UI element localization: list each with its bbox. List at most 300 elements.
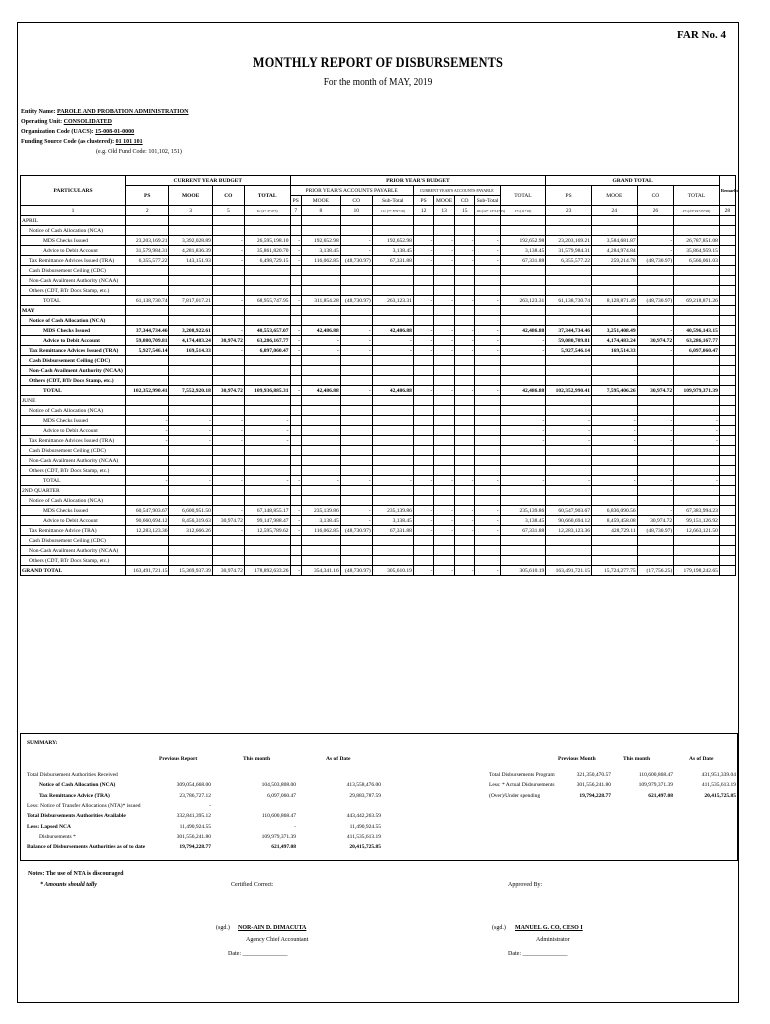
value-cell — [674, 226, 720, 236]
value-cell — [454, 366, 475, 376]
summary-label: Tax Remittance Advice (TRA) — [39, 792, 110, 799]
value-cell — [372, 406, 413, 416]
empty-cell — [637, 396, 674, 406]
value-cell — [434, 436, 455, 446]
value-cell — [301, 556, 340, 566]
row-label: Tax Remittance Advices Issued (TRA) — [21, 256, 126, 266]
value-cell: 37,344,734.46 — [546, 326, 592, 336]
table-row — [21, 506, 736, 516]
value-cell — [372, 536, 413, 546]
value-cell — [434, 466, 455, 476]
value-cell — [169, 286, 212, 296]
value-cell: - — [500, 436, 546, 446]
value-cell — [290, 466, 301, 476]
value-cell: - — [290, 236, 301, 246]
value-cell — [244, 286, 290, 296]
row-label: Advice to Debit Account — [21, 516, 126, 526]
value-cell — [340, 406, 372, 416]
table-row — [21, 366, 736, 376]
value-cell — [674, 286, 720, 296]
value-cell: - — [413, 296, 434, 306]
value-cell — [637, 266, 674, 276]
row-label: Advice to Debit Account — [21, 426, 126, 436]
value-cell: - — [454, 516, 475, 526]
value-cell — [372, 456, 413, 466]
value-cell — [169, 446, 212, 456]
value-cell — [126, 496, 169, 506]
value-cell — [434, 266, 455, 276]
value-cell — [454, 466, 475, 476]
approved-label: Approved By: — [508, 882, 543, 888]
value-cell: - — [475, 516, 500, 526]
column-number: 3 — [169, 206, 212, 216]
empty-cell — [372, 216, 413, 226]
section-header-row — [21, 216, 736, 226]
value-cell — [244, 406, 290, 416]
value-cell — [413, 376, 434, 386]
value-cell — [591, 466, 637, 476]
value-cell — [301, 316, 340, 326]
value-cell — [500, 496, 546, 506]
value-cell: 7,595,406.26 — [591, 386, 637, 396]
report-title: MONTHLY REPORT OF DISBURSEMENTS — [252, 55, 504, 71]
value-cell — [244, 266, 290, 276]
value-cell: - — [475, 526, 500, 536]
value-cell — [340, 286, 372, 296]
value-cell: 99,147,988.47 — [244, 516, 290, 526]
remarks-cell — [719, 516, 735, 526]
value-cell — [546, 496, 592, 506]
value-cell — [212, 276, 244, 286]
row-label: Cash Disbursement Ceiling (CDC) — [21, 536, 126, 546]
value-cell — [290, 266, 301, 276]
administrator-date: Date: _______________ — [508, 951, 568, 957]
value-cell: 109,936,885.31 — [244, 386, 290, 396]
value-cell — [372, 546, 413, 556]
value-cell: - — [169, 476, 212, 486]
value-cell: 4,174,483.24 — [169, 336, 212, 346]
summary-value: 301,556,241.80 — [176, 833, 211, 840]
empty-cell — [454, 306, 475, 316]
empty-cell — [169, 396, 212, 406]
spending-value: 411,535,613.19 — [701, 782, 736, 789]
empty-cell — [340, 396, 372, 406]
grand-total-value: - — [290, 566, 301, 576]
table-row — [21, 276, 736, 286]
empty-cell — [169, 216, 212, 226]
value-cell: - — [290, 336, 301, 346]
table-row — [21, 466, 736, 476]
value-cell: - — [434, 506, 455, 516]
value-cell: - — [290, 346, 301, 356]
empty-cell — [500, 216, 546, 226]
empty-cell — [244, 306, 290, 316]
value-cell — [413, 406, 434, 416]
column-number: 15 — [454, 206, 475, 216]
value-cell — [637, 376, 674, 386]
value-cell: - — [413, 236, 434, 246]
summary-label: Total Disbursement Authorities Received — [27, 772, 118, 778]
value-cell — [126, 266, 169, 276]
value-cell — [372, 276, 413, 286]
row-label: Tax Remittance Advices Issued (TRA) — [21, 346, 126, 356]
table-row — [21, 546, 736, 556]
value-cell — [413, 426, 434, 436]
value-cell — [340, 456, 372, 466]
empty-cell — [454, 486, 475, 496]
empty-cell — [546, 396, 592, 406]
value-cell: 26,787,851.08 — [674, 236, 720, 246]
value-cell: - — [674, 476, 720, 486]
value-cell — [413, 356, 434, 366]
empty-cell — [719, 306, 735, 316]
value-cell: - — [126, 426, 169, 436]
value-cell: - — [674, 416, 720, 426]
value-cell — [434, 356, 455, 366]
grand-total-value: 305,610.19 — [372, 566, 413, 576]
value-cell — [475, 266, 500, 276]
remarks-cell — [719, 456, 735, 466]
value-cell: - — [301, 346, 340, 356]
spending-value: 621,497.08 — [648, 792, 673, 799]
value-cell — [340, 556, 372, 566]
spending-value: 109,979,371.39 — [638, 782, 673, 789]
value-cell — [169, 366, 212, 376]
value-cell — [169, 276, 212, 286]
value-cell: 12,283,123.36 — [126, 526, 169, 536]
remarks-cell — [719, 346, 735, 356]
table-row — [21, 556, 736, 566]
value-cell: 23,203,169.21 — [126, 236, 169, 246]
value-cell: - — [637, 426, 674, 436]
value-cell: - — [475, 336, 500, 346]
value-cell — [290, 416, 301, 426]
value-cell — [454, 436, 475, 446]
table-row — [21, 416, 736, 426]
remarks-cell — [719, 466, 735, 476]
value-cell: - — [434, 296, 455, 306]
value-cell: 312,666.26 — [169, 526, 212, 536]
value-cell — [413, 416, 434, 426]
value-cell — [169, 316, 212, 326]
value-cell — [126, 356, 169, 366]
row-label: Cash Disbursement Ceiling (CDC) — [21, 356, 126, 366]
value-cell — [591, 456, 637, 466]
value-cell: - — [244, 436, 290, 446]
value-cell — [434, 366, 455, 376]
value-cell: - — [454, 386, 475, 396]
certified-label: Certified Correct: — [231, 882, 274, 888]
value-cell — [372, 266, 413, 276]
value-cell: - — [434, 476, 455, 486]
value-cell — [290, 446, 301, 456]
value-cell — [454, 376, 475, 386]
summary-label: Total Disbursements Authorities Available — [27, 813, 126, 820]
value-cell: - — [212, 246, 244, 256]
column-number: 8 — [301, 206, 340, 216]
remarks-cell — [719, 356, 735, 366]
value-cell: - — [212, 426, 244, 436]
column-numbers-row — [21, 206, 736, 216]
value-cell: - — [500, 476, 546, 486]
value-cell: - — [475, 386, 500, 396]
value-cell — [674, 456, 720, 466]
remarks-cell — [719, 546, 735, 556]
value-cell — [290, 556, 301, 566]
value-cell — [290, 456, 301, 466]
value-cell: 68,955,747.95 — [244, 296, 290, 306]
value-cell — [454, 546, 475, 556]
grand-total-value: 179,198,242.65 — [674, 566, 720, 576]
spending-label: Total Disbursements Program — [489, 772, 555, 778]
value-cell — [637, 496, 674, 506]
value-cell: 5,927,546.14 — [546, 346, 592, 356]
value-cell: 67,148,855.17 — [244, 506, 290, 516]
value-cell — [591, 536, 637, 546]
current-year-header: CURRENT YEAR BUDGET — [126, 176, 290, 186]
value-cell: 90,660,694.12 — [546, 516, 592, 526]
value-cell: - — [290, 516, 301, 526]
value-cell — [212, 286, 244, 296]
value-cell: - — [340, 386, 372, 396]
value-cell — [212, 556, 244, 566]
value-cell — [301, 226, 340, 236]
value-cell — [434, 496, 455, 506]
value-cell: - — [244, 476, 290, 486]
value-cell: 6,600,951.50 — [169, 506, 212, 516]
value-cell — [126, 536, 169, 546]
value-cell — [434, 416, 455, 426]
value-cell — [674, 466, 720, 476]
value-cell: - — [290, 246, 301, 256]
summary-label: Notice of Cash Allocation (NCA) — [39, 782, 116, 789]
column-number: 12 — [413, 206, 434, 216]
value-cell — [500, 446, 546, 456]
value-cell: 102,352,990.41 — [546, 386, 592, 396]
value-cell — [301, 446, 340, 456]
grand-total-value: 15,369,937.39 — [169, 566, 212, 576]
value-cell — [475, 276, 500, 286]
value-cell: - — [126, 416, 169, 426]
empty-cell — [591, 486, 637, 496]
value-cell — [475, 316, 500, 326]
value-cell: 192,652.98 — [500, 236, 546, 246]
value-cell — [434, 226, 455, 236]
value-cell — [126, 376, 169, 386]
value-cell: - — [454, 296, 475, 306]
value-cell — [169, 536, 212, 546]
value-cell — [637, 406, 674, 416]
value-cell — [340, 436, 372, 446]
value-cell — [290, 316, 301, 326]
empty-cell — [169, 306, 212, 316]
value-cell — [372, 466, 413, 476]
spending-label: (Over)/Under spending — [489, 792, 541, 799]
empty-cell — [244, 396, 290, 406]
empty-cell — [475, 486, 500, 496]
remarks-cell — [719, 476, 735, 486]
empty-cell — [475, 396, 500, 406]
section-header-row — [21, 306, 736, 316]
value-cell: (48,730.97) — [340, 256, 372, 266]
grand-total-value: (17,756.25) — [637, 566, 674, 576]
value-cell: - — [244, 416, 290, 426]
value-cell: 42,486.88 — [500, 386, 546, 396]
value-cell — [244, 456, 290, 466]
value-cell: - — [674, 436, 720, 446]
value-cell — [244, 226, 290, 236]
value-cell — [434, 406, 455, 416]
value-cell — [212, 466, 244, 476]
value-cell — [637, 546, 674, 556]
value-cell — [500, 356, 546, 366]
value-cell — [591, 446, 637, 456]
value-cell — [301, 276, 340, 286]
remarks-cell — [719, 496, 735, 506]
value-cell — [546, 356, 592, 366]
remarks-cell — [719, 376, 735, 386]
value-cell: - — [637, 476, 674, 486]
summary-value: 110,600,868.47 — [261, 813, 296, 820]
value-cell: - — [475, 506, 500, 516]
value-cell — [301, 356, 340, 366]
value-cell — [546, 376, 592, 386]
value-cell: - — [301, 476, 340, 486]
value-cell: - — [434, 346, 455, 356]
value-cell: 6,836,090.56 — [591, 506, 637, 516]
spending-value: 301,556,241.80 — [576, 782, 611, 789]
row-label: Non-Cash Availment Authority (NCAA) — [21, 456, 126, 466]
value-cell — [546, 446, 592, 456]
column-number: 23 — [546, 206, 592, 216]
value-cell: - — [475, 476, 500, 486]
value-cell — [372, 286, 413, 296]
remarks-cell — [719, 256, 735, 266]
value-cell — [454, 446, 475, 456]
value-cell — [546, 466, 592, 476]
value-cell: - — [212, 326, 244, 336]
value-cell: - — [244, 426, 290, 436]
value-cell: - — [475, 246, 500, 256]
value-cell: - — [169, 426, 212, 436]
spending-value: 321,350,470.57 — [576, 772, 611, 778]
value-cell: 26,595,198.10 — [244, 236, 290, 246]
value-cell: 6,097,060.47 — [674, 346, 720, 356]
value-cell: 60,547,903.67 — [126, 506, 169, 516]
table-row — [21, 476, 736, 486]
value-cell: 61,138,730.74 — [546, 296, 592, 306]
value-cell — [169, 406, 212, 416]
value-cell: 116,062.85 — [301, 256, 340, 266]
value-cell: 37,344,734.46 — [126, 326, 169, 336]
row-label: Non-Cash Availment Authority (NCAA) — [21, 546, 126, 556]
value-cell — [674, 356, 720, 366]
value-cell: - — [434, 336, 455, 346]
value-cell — [413, 556, 434, 566]
value-cell: - — [434, 246, 455, 256]
value-cell — [126, 466, 169, 476]
empty-cell — [719, 396, 735, 406]
summary-value: - — [209, 802, 211, 809]
empty-cell — [301, 396, 340, 406]
value-cell: - — [434, 326, 455, 336]
table-row — [21, 286, 736, 296]
row-label: Notice of Cash Allocation (NCA) — [21, 226, 126, 236]
value-cell: 263,123.31 — [372, 296, 413, 306]
value-cell — [372, 436, 413, 446]
value-cell: - — [637, 346, 674, 356]
empty-cell — [591, 216, 637, 226]
value-cell — [454, 556, 475, 566]
value-cell: 67,383,994.23 — [674, 506, 720, 516]
value-cell: - — [591, 476, 637, 486]
empty-cell — [413, 396, 434, 406]
remarks-cell — [719, 436, 735, 446]
value-cell: - — [340, 516, 372, 526]
value-cell — [434, 376, 455, 386]
value-cell: - — [637, 246, 674, 256]
table-row — [21, 256, 736, 266]
value-cell — [500, 406, 546, 416]
value-cell: - — [413, 256, 434, 266]
value-cell — [546, 406, 592, 416]
value-cell — [454, 276, 475, 286]
summary-value: 109,979,371.39 — [261, 833, 296, 840]
value-cell — [372, 366, 413, 376]
value-cell — [169, 376, 212, 386]
empty-cell — [126, 306, 169, 316]
value-cell: (48,730.97) — [340, 526, 372, 536]
value-cell: 12,283,123.36 — [546, 526, 592, 536]
value-cell: (48,730.97) — [637, 256, 674, 266]
table-row — [21, 536, 736, 546]
value-cell — [372, 426, 413, 436]
summary-value: 29,883,787.59 — [349, 792, 381, 799]
empty-cell — [372, 396, 413, 406]
remarks-cell — [719, 326, 735, 336]
row-label: Notice of Cash Allocation (NCA) — [21, 406, 126, 416]
value-cell — [372, 226, 413, 236]
value-cell: - — [500, 346, 546, 356]
value-cell: 3,138.45 — [372, 516, 413, 526]
value-cell: 235,139.86 — [301, 506, 340, 516]
summary-value: - — [294, 823, 296, 830]
value-cell: - — [546, 426, 592, 436]
summary-value: 332,841,395.12 — [176, 813, 211, 820]
value-cell — [413, 496, 434, 506]
value-cell — [674, 316, 720, 326]
value-cell — [413, 536, 434, 546]
value-cell — [475, 356, 500, 366]
value-cell: - — [475, 296, 500, 306]
value-cell: - — [637, 506, 674, 516]
value-cell: - — [500, 336, 546, 346]
value-cell — [674, 276, 720, 286]
summary-value: 621,497.08 — [271, 844, 296, 851]
value-cell: - — [340, 236, 372, 246]
value-cell — [475, 546, 500, 556]
empty-cell — [674, 486, 720, 496]
section-name: 2ND QUARTER — [21, 486, 126, 496]
empty-cell — [500, 306, 546, 316]
table-row — [21, 336, 736, 346]
value-cell — [674, 536, 720, 546]
value-cell — [500, 226, 546, 236]
value-cell: 311,854.28 — [301, 296, 340, 306]
value-cell — [546, 366, 592, 376]
value-cell — [372, 416, 413, 426]
empty-cell — [301, 486, 340, 496]
